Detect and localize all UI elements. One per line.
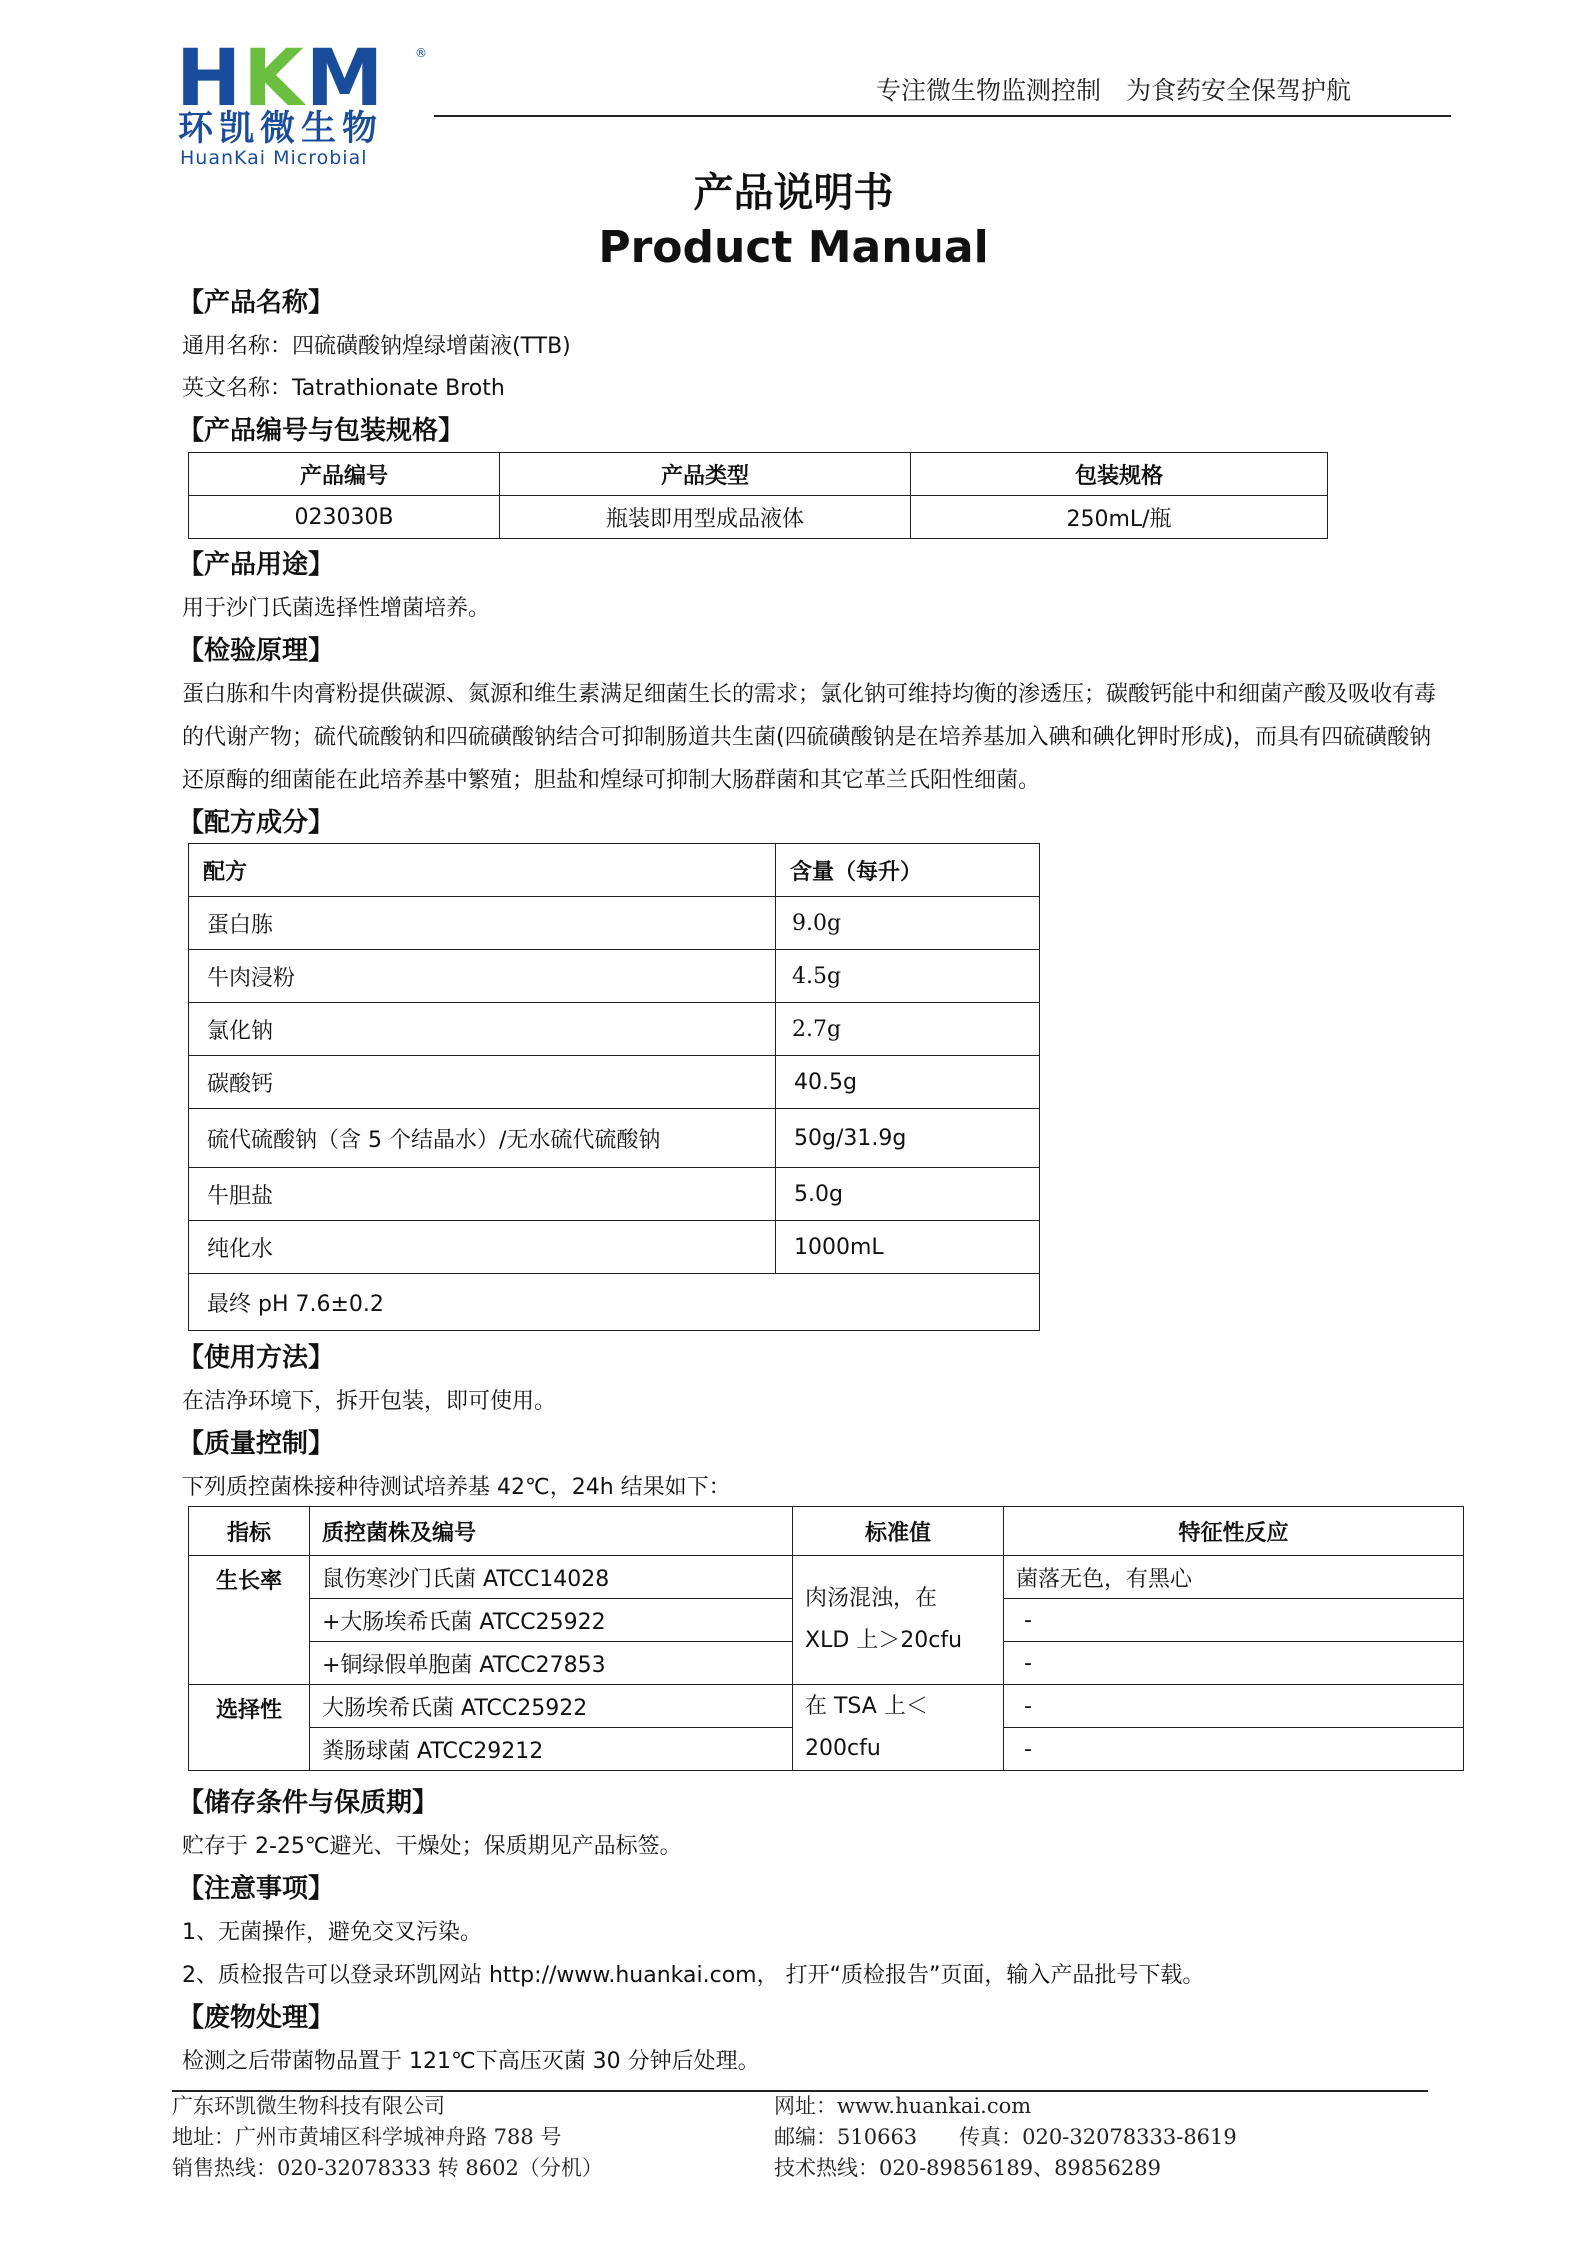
note-item: 1、无菌操作，避免交叉污染。: [182, 1920, 482, 1945]
document-title-cn: 产品说明书: [693, 170, 894, 216]
formula-heading: 【配方成分】: [178, 808, 335, 838]
table-header-row: [189, 844, 1040, 897]
ingredient-amount: 9.0g: [776, 897, 1040, 950]
footer-postcode-fax: 邮编：510663 传真：020-32078333-8619: [774, 2125, 1237, 2149]
ingredient-amount: 2.7g: [776, 1003, 1040, 1056]
ingredient-name: 蛋白胨: [189, 897, 776, 950]
qc-standard-line: XLD 上＞20cfu: [805, 1628, 963, 1653]
table-row: [189, 1274, 1040, 1331]
table-row: [189, 1056, 1040, 1109]
qc-header-strain: 质控菌株及编号: [310, 1507, 793, 1556]
qc-reaction: -: [1004, 1685, 1464, 1728]
qc-standard-line: 肉汤混浊，在: [805, 1586, 938, 1611]
footer-sales-hotline: 销售热线：020-32078333 转 8602（分机）: [172, 2156, 603, 2180]
qc-reaction: -: [1004, 1642, 1464, 1685]
table-header-row: [189, 1507, 1464, 1556]
ingredient-amount: 4.5g: [776, 950, 1040, 1003]
document-title-en: Product Manual: [598, 222, 989, 273]
qc-strain: 粪肠球菌 ATCC29212: [310, 1728, 793, 1771]
product-type: 瓶装即用型成品液体: [500, 496, 911, 539]
table-row: [189, 1221, 1040, 1274]
final-ph: 最终 pH 7.6±0.2: [189, 1274, 1040, 1331]
spec-header-package: 包装规格: [911, 453, 1328, 496]
qc-standard-growth: [793, 1556, 1004, 1685]
package-spec: 250mL/瓶: [911, 496, 1328, 539]
qc-header-reaction: 特征性反应: [1004, 1507, 1464, 1556]
note-item: 2、质检报告可以登录环凯网站 http://www.huankai.com， 打开“质检报告”页面，输入产品批号下载。: [182, 1963, 1205, 1988]
table-row: [189, 950, 1040, 1003]
ingredient-amount: 50g/31.9g: [776, 1109, 1040, 1168]
use-text: 用于沙门氏菌选择性增菌培养。: [182, 596, 491, 621]
qc-reaction: 菌落无色，有黑心: [1004, 1556, 1464, 1599]
header-divider: [434, 115, 1451, 117]
ingredient-amount: 1000mL: [776, 1221, 1040, 1274]
ingredient-name: 牛肉浸粉: [189, 950, 776, 1003]
logo-letter-k: K: [243, 34, 306, 124]
formula-table: [188, 843, 1040, 1331]
logo-english-name: HuanKai Microbial: [180, 147, 368, 169]
ingredient-amount: 40.5g: [776, 1056, 1040, 1109]
qc-heading: 【质量控制】: [178, 1429, 335, 1459]
ingredient-amount: 5.0g: [776, 1168, 1040, 1221]
common-name: 通用名称：四硫磺酸钠煌绿增菌液(TTB): [182, 334, 571, 359]
qc-table: [188, 1506, 1464, 1771]
footer-divider: [172, 2090, 1428, 2092]
qc-strain: +铜绿假单胞菌 ATCC27853: [310, 1642, 793, 1685]
principle-heading: 【检验原理】: [178, 636, 335, 666]
table-row: [189, 897, 1040, 950]
spec-header-code: 产品编号: [189, 453, 500, 496]
table-row: [189, 1556, 1464, 1599]
product-code: 023030B: [189, 496, 500, 539]
qc-strain: 大肠埃希氏菌 ATCC25922: [310, 1685, 793, 1728]
header-slogan: 专注微生物监测控制 为食药安全保驾护航: [876, 76, 1352, 105]
qc-header-standard: 标准值: [793, 1507, 1004, 1556]
company-logo: [176, 34, 386, 124]
notes-heading: 【注意事项】: [178, 1874, 335, 1904]
footer-company: 广东环凯微生物科技有限公司: [172, 2094, 445, 2118]
logo-letter-h: H: [176, 34, 244, 124]
registered-mark: ®: [415, 46, 427, 60]
storage-text: 贮存于 2-25℃避光、干燥处；保质期见产品标签。: [182, 1834, 682, 1859]
storage-heading: 【储存条件与保质期】: [178, 1788, 439, 1818]
waste-text: 检测之后带菌物品置于 121℃下高压灭菌 30 分钟后处理。: [182, 2049, 760, 2074]
footer-tech-hotline: 技术热线：020-89856189、89856289: [774, 2156, 1161, 2180]
usage-text: 在洁净环境下，拆开包装，即可使用。: [182, 1389, 557, 1414]
footer-address: 地址：广州市黄埔区科学城神舟路 788 号: [172, 2125, 562, 2149]
spec-header-type: 产品类型: [500, 453, 911, 496]
logo-chinese-name: 环凯微生物: [178, 109, 384, 149]
table-row: [189, 1109, 1040, 1168]
formula-header-ingredient: 配方: [189, 844, 776, 897]
product-name-heading: 【产品名称】: [178, 288, 335, 318]
qc-indicator-selectivity: 选择性: [189, 1685, 310, 1771]
table-header-row: [189, 453, 1328, 496]
use-heading: 【产品用途】: [178, 550, 335, 580]
table-row: [189, 1685, 1464, 1728]
qc-indicator-growth: 生长率: [189, 1556, 310, 1685]
ingredient-name: 牛胆盐: [189, 1168, 776, 1221]
waste-heading: 【废物处理】: [178, 2003, 335, 2033]
qc-standard-line: 在 TSA 上＜: [805, 1693, 928, 1719]
ingredient-name: 硫代硫酸钠（含 5 个结晶水）/无水硫代硫酸钠: [189, 1109, 776, 1168]
qc-reaction: -: [1004, 1728, 1464, 1771]
table-row: [189, 1168, 1040, 1221]
usage-heading: 【使用方法】: [178, 1343, 335, 1373]
ingredient-name: 碳酸钙: [189, 1056, 776, 1109]
logo-letter-m: M: [305, 34, 386, 124]
qc-reaction: -: [1004, 1599, 1464, 1642]
qc-header-indicator: 指标: [189, 1507, 310, 1556]
spec-heading: 【产品编号与包装规格】: [178, 416, 465, 446]
qc-intro: 下列质控菌株接种待测试培养基 42℃，24h 结果如下：: [182, 1475, 731, 1500]
principle-text: 蛋白胨和牛肉膏粉提供碳源、氮源和维生素满足细菌生长的需求；氯化钠可维持均衡的渗透压；碳酸钙能中和细菌产酸及吸收有毒的代谢产物；硫代硫酸钠和四硫磺酸钠结合可抑制肠道共生菌(四硫磺酸钠是在培养基加入碘和碘化钾时形成)，而具有四硫磺酸钠还原酶的细菌能在此培养基中繁殖；胆盐和煌绿可抑制大肠群菌和其它革兰氏阳性细菌。: [182, 682, 1437, 793]
formula-header-amount: 含量（每升）: [776, 844, 1040, 897]
english-name: 英文名称：Tatrathionate Broth: [182, 376, 505, 401]
ingredient-name: 纯化水: [189, 1221, 776, 1274]
table-row: [189, 496, 1328, 539]
ingredient-name: 氯化钠: [189, 1003, 776, 1056]
qc-strain: 鼠伤寒沙门氏菌 ATCC14028: [310, 1556, 793, 1599]
qc-standard-selectivity: [793, 1685, 1004, 1771]
table-row: [189, 1003, 1040, 1056]
spec-table: [188, 452, 1328, 539]
footer-website: 网址：www.huankai.com: [774, 2094, 1032, 2118]
qc-strain: +大肠埃希氏菌 ATCC25922: [310, 1599, 793, 1642]
qc-standard-line: 200cfu: [805, 1735, 881, 1761]
